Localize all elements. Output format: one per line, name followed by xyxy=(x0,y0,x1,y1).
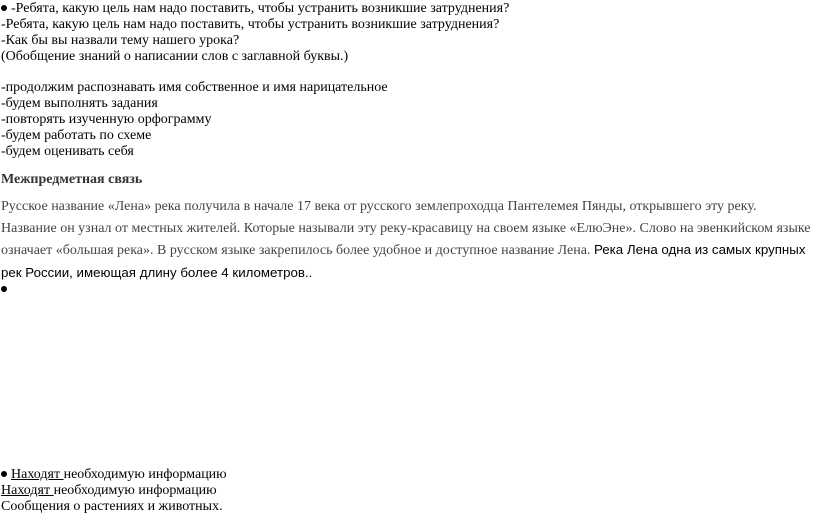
goal-line-1: -Ребята, какую цель нам надо поставить, чтобы устранить возникшие затруднения? xyxy=(1,1,509,17)
bullet-icon xyxy=(1,286,7,292)
task-item: -будем работать по схеме xyxy=(1,128,152,143)
paragraph-highlight: Река Лена одна из самых крупных рек России, имеющая длину более 4 километров.. xyxy=(1,242,806,280)
goal-line-3: -Как бы вы назвали тему нашего урока? xyxy=(1,33,240,48)
task-item: -повторять изученную орфограмму xyxy=(1,112,212,127)
paragraph-text: Русское название «Лена» река получила в начале 17 века от русского землепроходца Пантелемея Пянды, открывшего эту реку. Название он узнал от местных жителей. Которые называли эту реку-красавицу на своем языке «ЕлюЭне». Слово на эвенкийском языке означает «большая река». В русском языке закрепилось более удобное и доступное название Лена. xyxy=(1,199,811,258)
underlined-verb: Находят xyxy=(11,467,64,482)
empty-bullet xyxy=(1,282,11,298)
lena-paragraph xyxy=(1,196,813,284)
bullet-icon xyxy=(1,471,7,477)
task-item: -будем оценивать себя xyxy=(1,144,134,159)
task-item: -продолжим распознавать имя собственное и имя нарицательное xyxy=(1,80,388,95)
goal-line-4: (Обобщение знаний о написании слов с заглавной буквы.) xyxy=(1,49,349,64)
underlined-verb: Находят xyxy=(1,483,54,498)
task-item: -будем выполнять задания xyxy=(1,96,158,111)
section-heading: Межпредметная связь xyxy=(1,172,143,187)
bottom-line-3: Сообщения о растениях и животных. xyxy=(1,499,223,514)
bottom-line-1: Находят необходимую информацию xyxy=(1,467,227,483)
bullet-icon xyxy=(1,5,7,11)
bottom-line-2: Находят необходимую информацию xyxy=(1,483,217,498)
goal-line-2: -Ребята, какую цель нам надо поставить, чтобы устранить возникшие затруднения? xyxy=(1,17,500,32)
